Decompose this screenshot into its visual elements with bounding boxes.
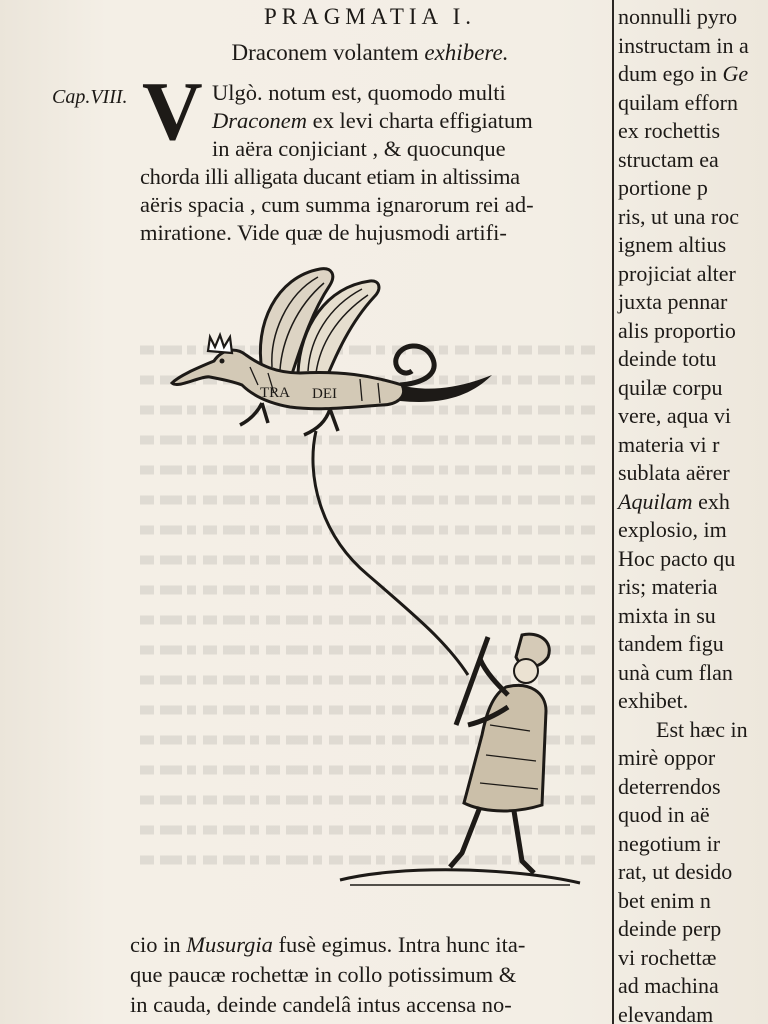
right-column-line (618, 688, 688, 714)
line-text: dum ego in (618, 61, 723, 86)
right-column-line (618, 888, 711, 914)
dragon-kite-illustration (150, 255, 600, 895)
line-text: Hoc pacto qu (618, 545, 736, 571)
kite-inscription-right: DEI (312, 386, 337, 402)
right-column-line (618, 802, 710, 828)
line-text: mirè oppor (618, 745, 716, 770)
line-text: deinde totu (618, 346, 717, 371)
right-column-line (618, 90, 738, 116)
right-column-line (618, 432, 719, 458)
line-text: negotium ir (618, 830, 721, 856)
italic-word: Aquilam (618, 488, 693, 514)
italic-word: Musurgia (186, 932, 273, 957)
column-rule (612, 0, 614, 1024)
right-column-line (618, 517, 727, 543)
line-text: nonnulli pyro (618, 4, 738, 29)
line-text: deterrendos (618, 773, 721, 799)
dragon-kite (172, 269, 492, 435)
paragraph-line: in aëra conjiciant , & quocunque (212, 136, 506, 161)
line-text: ex rochettis (618, 118, 721, 143)
line-text: quod in aë (618, 802, 710, 827)
line-text: deinde perp (618, 916, 722, 941)
right-column-line (618, 147, 719, 173)
section-title-main: Draconem volantem (231, 40, 425, 65)
right-column-line (618, 660, 733, 686)
paragraph-line: miratione. Vide quæ de hujusmodi artifi- (140, 220, 507, 245)
italic-word: Ge (722, 61, 749, 86)
line-text: alis proportio (618, 317, 736, 343)
line-text: portione p (618, 175, 708, 200)
right-column-line (618, 403, 731, 429)
line-part: cio in (130, 932, 187, 957)
right-column-line (618, 916, 721, 942)
right-column-line (618, 945, 716, 971)
line-text: vi rochettæ (618, 944, 717, 970)
right-column-line (618, 745, 715, 771)
right-column-line (618, 574, 718, 600)
paragraph-line: in cauda, deinde candelâ intus accensa no- (130, 992, 512, 1017)
line-text: quilam efforn (618, 89, 738, 115)
right-column-line (618, 318, 736, 344)
line-text: sublata aërer (618, 460, 730, 485)
kite-inscription-left: TRA (260, 385, 290, 401)
right-column-line (618, 546, 735, 572)
right-column-line (618, 33, 749, 59)
right-column (616, 0, 768, 1024)
line-text: structam ea (618, 146, 719, 172)
right-column-line (618, 489, 730, 515)
right-column-line (618, 175, 708, 201)
paragraph-line: aëris spacia , cum summa ignarorum rei ad- (140, 192, 534, 217)
italic-word: Draconem (212, 108, 307, 133)
right-column-line (618, 346, 716, 372)
right-column-line (618, 289, 727, 315)
paragraph-line (130, 932, 525, 958)
line-text: exh (692, 488, 730, 514)
right-column-line (618, 859, 732, 885)
right-column-line (618, 232, 726, 258)
line-text: explosio, im (618, 517, 727, 542)
drop-cap: V (142, 65, 203, 158)
right-column-line (618, 831, 720, 857)
paragraph-line: que paucæ rochettæ in collo potissimum & (130, 962, 517, 987)
right-column-line (618, 1002, 713, 1024)
line-text: ad machina (618, 973, 719, 998)
line-text: vere, aqua vi (618, 403, 731, 428)
line-text: ris, ut una roc (618, 203, 739, 229)
right-column-line (618, 204, 739, 230)
chapter-label: Cap.VIII. (52, 86, 128, 108)
section-title-italic: exhibere. (424, 40, 509, 65)
line-part: fusè egimus. Intra hunc ita- (272, 932, 526, 957)
right-column-line (656, 717, 748, 743)
right-column-line (618, 631, 724, 657)
line-text: materia vi r (618, 431, 720, 457)
crown-icon (208, 335, 232, 353)
line-text: ignem altius (618, 232, 727, 257)
right-column-line (618, 375, 723, 401)
line-text: unà cum flan (618, 659, 733, 685)
line-text: quilæ corpu (618, 374, 723, 400)
line-text: instructam in a (618, 32, 749, 58)
line-text: bet enim n (618, 887, 711, 913)
right-column-line (618, 460, 730, 486)
right-column-line (618, 4, 737, 30)
boy-figure (340, 634, 580, 885)
line-text: mixta in su (618, 602, 716, 628)
paragraph-line: Ulgò. notum est, quomodo multi (212, 80, 506, 105)
line-text: elevandam (618, 1001, 714, 1024)
right-column-line (618, 973, 719, 999)
line-text: ris; materia (618, 574, 718, 599)
right-column-line (618, 603, 716, 629)
line-text: juxta pennar (618, 289, 728, 314)
line-rest: ex levi charta effigiatum (306, 108, 533, 133)
paragraph-line: chorda illi alligata ducant etiam in altissima (140, 164, 520, 189)
right-column-line (618, 261, 736, 287)
right-column-line (618, 61, 748, 87)
right-column-line (618, 774, 721, 800)
running-head: PRAGMATIA I. (263, 4, 477, 29)
line-text: projiciat alter (618, 260, 736, 286)
paragraph-line (212, 108, 533, 134)
line-text: tandem figu (618, 631, 724, 656)
section-title (140, 40, 600, 66)
line-text: exhibet. (618, 688, 689, 713)
dragon-tail (396, 346, 434, 385)
line-text: rat, ut desido (618, 859, 733, 884)
line-text: Est hæc in (656, 716, 748, 742)
dragon-eye (220, 359, 225, 364)
right-column-line (618, 118, 720, 144)
kite-string (313, 431, 468, 675)
